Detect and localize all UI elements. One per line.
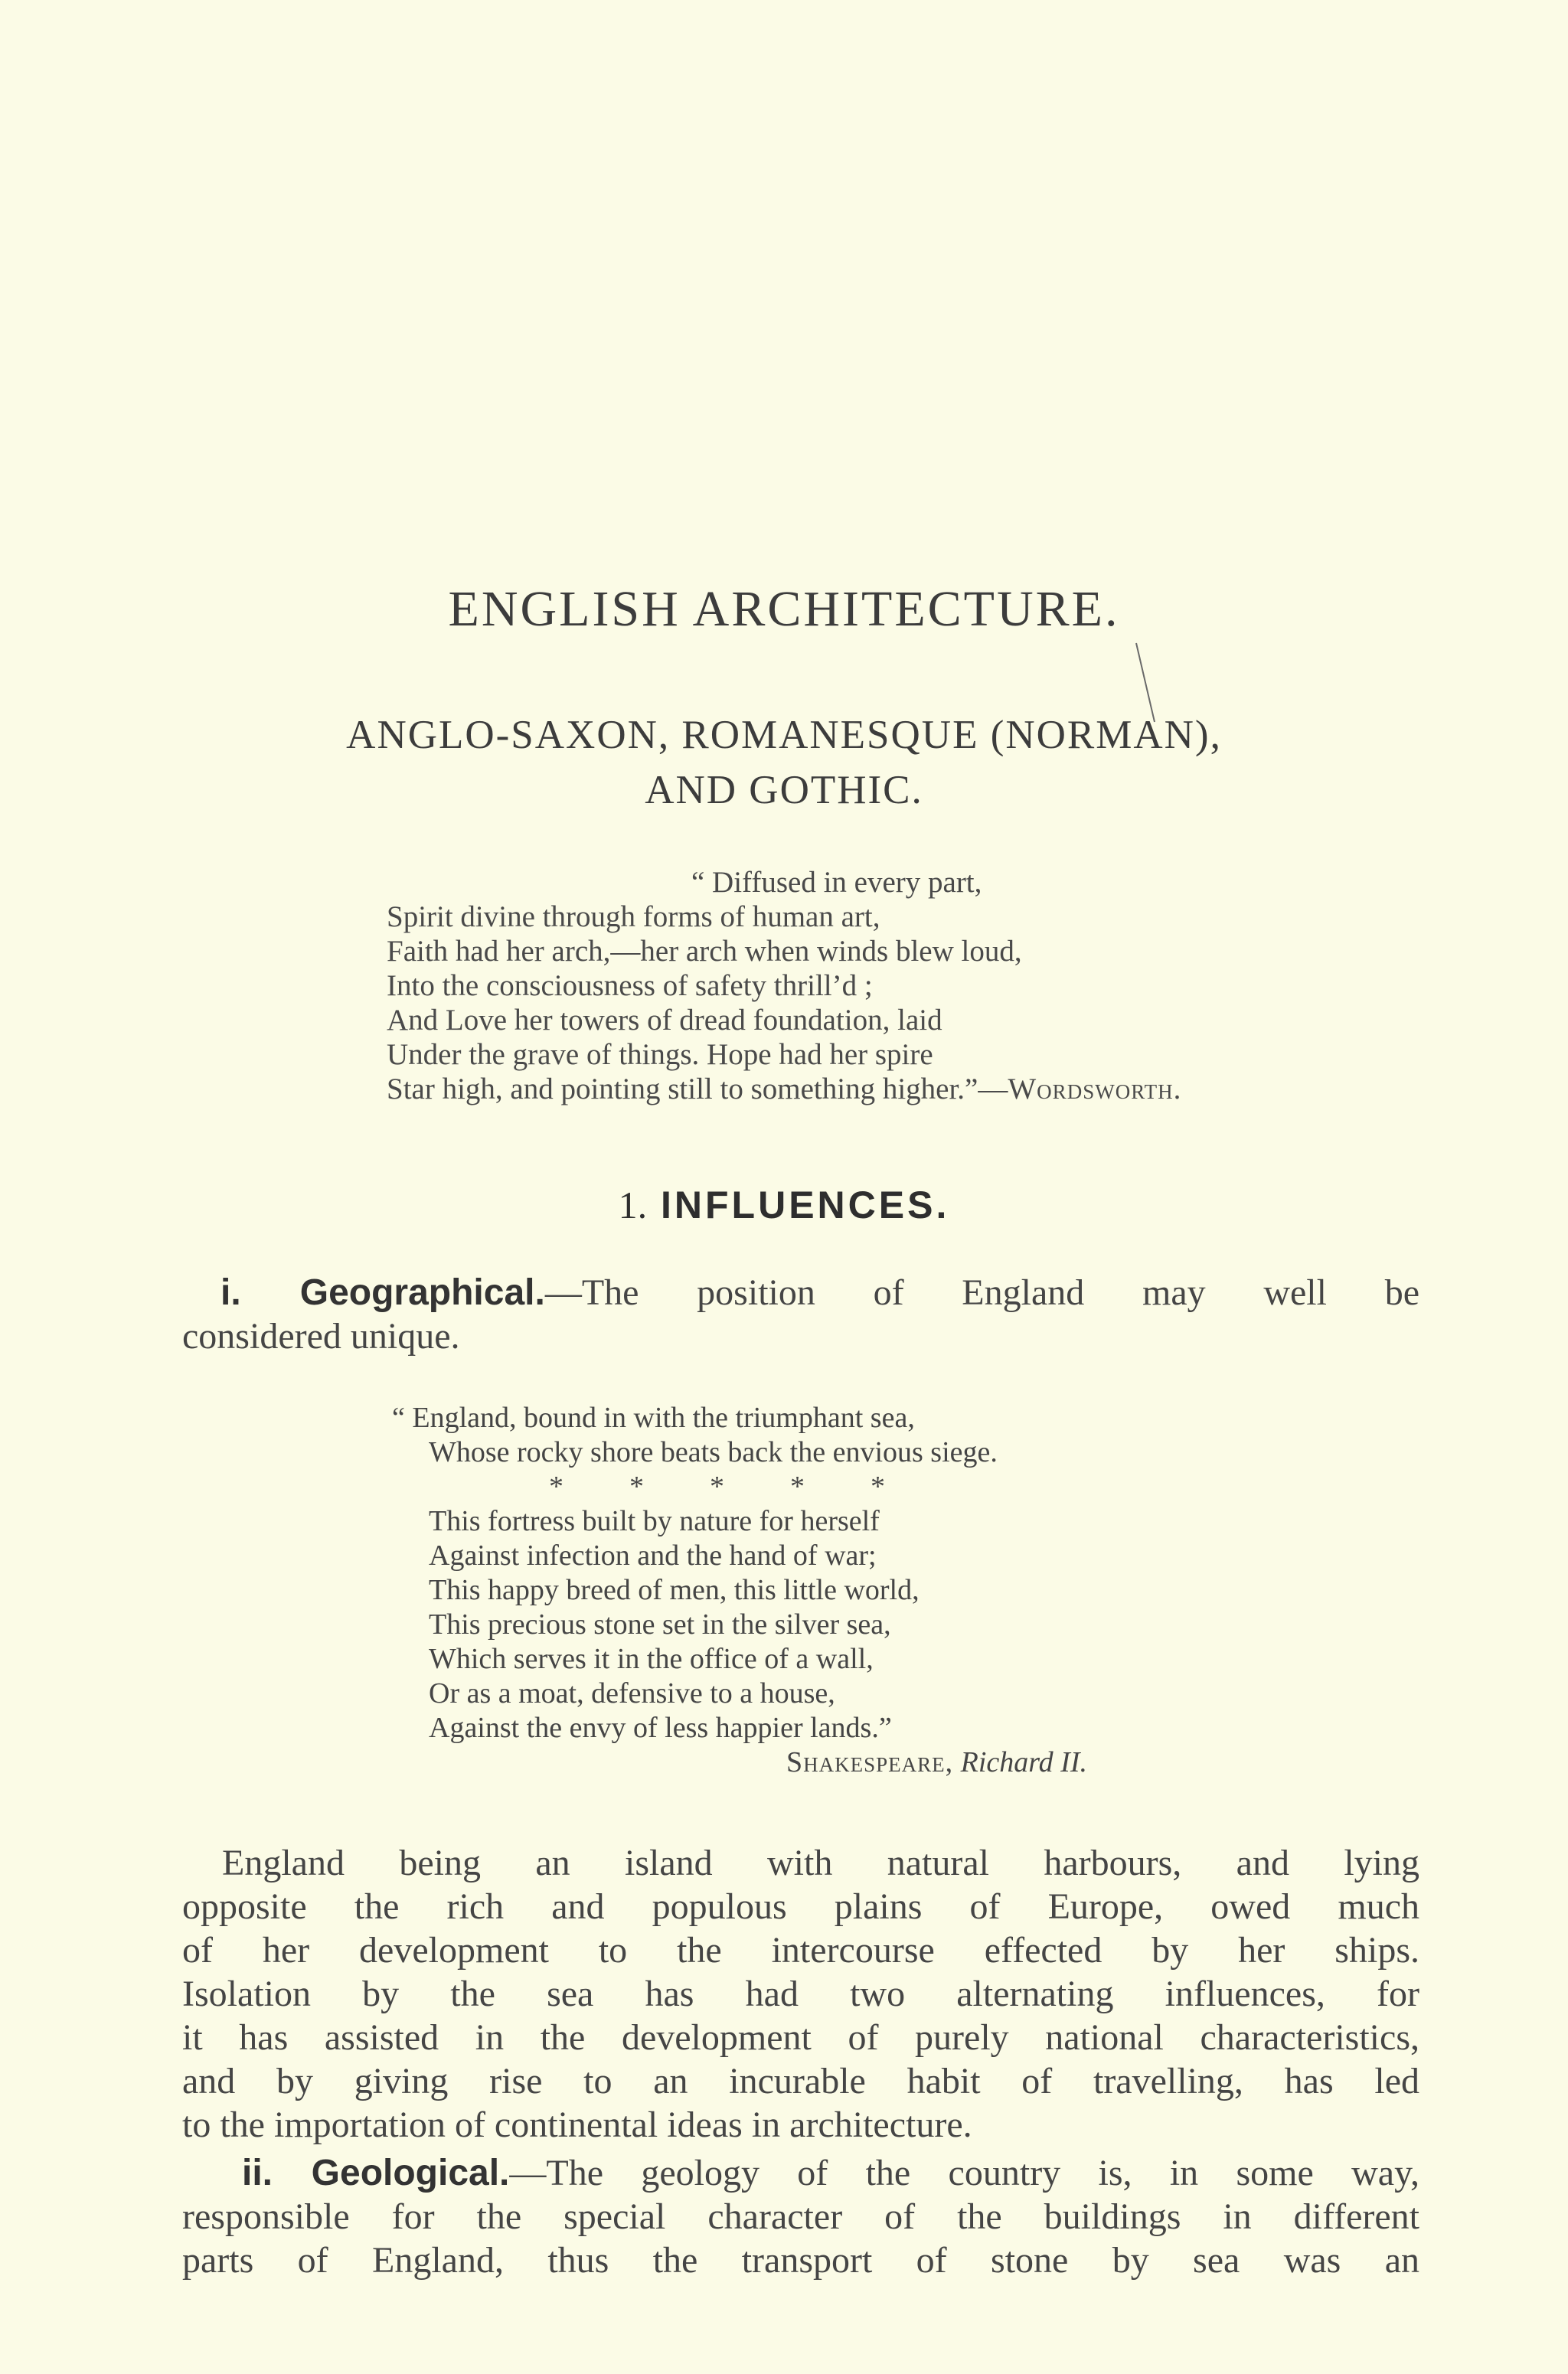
geological-heading: ii. Geological.	[242, 2153, 510, 2193]
quote-work: Richard II.	[960, 1746, 1087, 1778]
epigraph-text: Star high, and pointing still to something higher.”—	[387, 1073, 1008, 1105]
quote-line: Against the envy of less happier lands.”	[429, 1712, 892, 1744]
paragraph-line: England being an island with natural harbours, and lying	[222, 1843, 1419, 1883]
epigraph-line: Under the grave of things. Hope had her spire	[387, 1038, 933, 1071]
quote-line: This precious stone set in the silver sea,	[429, 1608, 891, 1641]
subtitle-line-1: ANGLO-SAXON, ROMANESQUE (NORMAN),	[346, 713, 1222, 757]
epigraph-line: And Love her towers of dread foundation, laid	[387, 1004, 942, 1037]
shakespeare-quote	[392, 1401, 1087, 1780]
star: *	[549, 1471, 564, 1503]
geological-text: —The geology of the country is, in some way,	[509, 2153, 1419, 2193]
star: *	[790, 1471, 805, 1503]
quote-author: Shakespeare,	[786, 1746, 954, 1778]
paragraph-line: considered unique.	[182, 1316, 460, 1357]
section-heading	[0, 1183, 1568, 1227]
quote-line: Or as a moat, defensive to a house,	[429, 1677, 835, 1709]
quote-line: Against infection and the hand of war;	[429, 1540, 877, 1572]
star: *	[871, 1471, 885, 1503]
paragraph-line: it has assisted in the development of purely national characteristics,	[182, 2017, 1419, 2058]
epigraph-line-last	[387, 1072, 1181, 1106]
paragraph-line: parts of England, thus the transport of stone by sea was an	[182, 2240, 1419, 2281]
geographical-text: —The position of England may well be	[544, 1272, 1420, 1313]
quote-attribution	[392, 1745, 1087, 1780]
geographical-paragraph	[182, 1271, 1419, 1358]
geographical-heading: i. Geographical.	[220, 1272, 545, 1313]
section-number: 1.	[618, 1184, 648, 1226]
epigraph-line: “ Diffused in every part,	[691, 866, 982, 899]
paragraph-line: responsible for the special character of the buildings in different	[182, 2196, 1419, 2237]
body-paragraph	[182, 1841, 1419, 2147]
star: *	[710, 1471, 724, 1503]
subtitle-line-2: AND GOTHIC.	[645, 768, 923, 812]
epigraph-author: Wordsworth.	[1008, 1073, 1182, 1105]
paragraph-line: Isolation by the sea has had two alternating influences, for	[182, 1974, 1419, 2014]
paragraph-line: and by giving rise to an incurable habit of travelling, has led	[182, 2061, 1419, 2101]
quote-line: Which serves it in the office of a wall,	[429, 1643, 874, 1675]
epigraph-line: Into the consciousness of safety thrill’d ;	[387, 969, 873, 1002]
paragraph-line	[182, 2151, 1419, 2195]
epigraph-line: Faith had her arch,—her arch when winds blew loud,	[387, 935, 1022, 968]
page-title: ENGLISH ARCHITECTURE.	[448, 581, 1120, 637]
paragraph-line: opposite the rich and populous plains of Europe, owed much	[182, 1886, 1419, 1927]
quote-line: “ England, bound in with the triumphant sea,	[392, 1402, 915, 1434]
epigraph	[387, 865, 1181, 1106]
scan-stroke	[1136, 643, 1155, 722]
section-title: INFLUENCES.	[661, 1184, 950, 1226]
quote-ellipsis-stars	[392, 1470, 1087, 1504]
geological-paragraph	[182, 2151, 1419, 2282]
quote-line: Whose rocky shore beats back the envious siege.	[429, 1436, 998, 1468]
quote-line: This fortress built by nature for herself	[429, 1505, 880, 1537]
paragraph-line: of her development to the intercourse effected by her ships.	[182, 1930, 1419, 1971]
star: *	[629, 1471, 644, 1503]
epigraph-line: Spirit divine through forms of human art,	[387, 900, 880, 933]
scan-mark	[1135, 642, 1158, 726]
quote-line: This happy breed of men, this little world,	[429, 1574, 920, 1606]
paragraph-line	[182, 1271, 1419, 1314]
paragraph-line: to the importation of continental ideas in architecture.	[182, 2105, 972, 2145]
